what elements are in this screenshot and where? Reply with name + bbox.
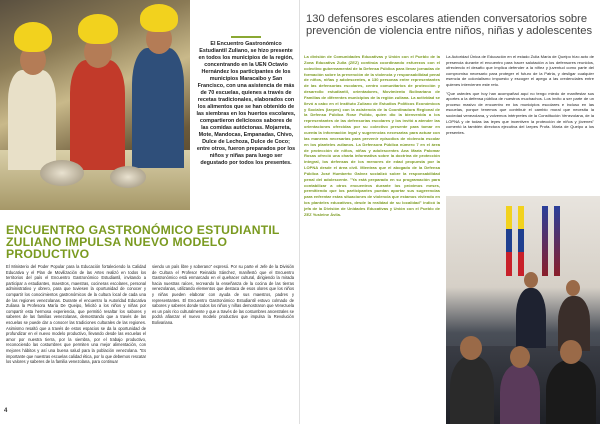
article-title: 130 defensores escolares atienden conversatorios sobre prevención de violencia entre niños, niñas y adolescentes <box>306 13 593 37</box>
article-column-1: El Ministerio del Poder Popular para la Educación fortaleciendo la Calidad Educativa y el Plan de Movilización de las Artes realizó en todos los territorios del país el Encuentro Gastronómico Estudiantil, invitando a participar a estudiantes, maestros, maestras, cocineras escolares, personal administrativo y obrero, para que tuviesen la oportunidad de conocer y compartir los conocimientos gastronómicos de la cultura local de cada una de las regiones venezolanas. Durante el encuentro la Autoridad Educativa Zuliana la Profesora María De Queipo, felicitó a los niños y niñas por compartir esta hermosa experiencia, que permitió resaltar los sabores y saberes de las familias venezolanas, demostrando que a través de las escuelas se puede dar a conocer las tradiciones culturales de las regiones. Asimismo resaltó que a través de estos espacios se da la oportunidad de profundizar en el nuevo modelo productivo, llevando desde las escuelas el amor por nuestra tierra, por la siembra, por el trabajo productivo, reconociendo las costumbres que permiten una mejor alimentación, con mejores hábitos y así una buena salud para la población venezolana. "Es importante que nuestras escuelas calidad ética, por lo que debemos rescatar los valores y saberes de la familia venezolana, para continuar <box>6 264 146 365</box>
page-number: 4 <box>4 408 8 414</box>
photo-face <box>560 340 582 364</box>
gastronomy-photo <box>0 0 190 210</box>
photo-person <box>546 360 596 424</box>
intro-text: El Encuentro Gastronómico Estudiantil Zuliano, se hizo presente en todos los municipios de la región, concentrando en la UEN Octavio Hernández los participantes de los municipios Maracaibo y San Francisco, con una asistencia de más de 70 escuelas, quienes a través de recetas tradicionales, elaborados con los alimentos que se han obtenido de las siembras en los huertos escolares, compartieron deliciosos sabores de las comidas autóctonas. Mojarreta, Mote, Mandocas, Empanadas, Chivo, Dulce de Lechoza, Dulce de Coco; entre otros, fueron preparados por los niños y niñas para luego ser degustado por todos los presentes. <box>196 36 296 167</box>
photo-flag <box>506 206 512 276</box>
article-column-2-right <box>446 54 594 138</box>
conference-photo <box>446 196 600 424</box>
paragraph: La Autoridad Única de Educación en el estado Zulia María de Queipo hizo acto de presencia durante el encuentro para hacer salutación a los defensores reunidos, ofreciendo el desafío que implica defender a la niñez y juventud como parte del compromiso necesario para proteger el futuro de la Patria, y desligar cualquier esencia de colonialismo impuesto y escoger el apego a las credenciales entre quienes intervienen este reto. <box>446 54 594 87</box>
photo-face <box>460 336 482 360</box>
article-headline: ENCUENTRO GASTRONÓMICO ESTUDIANTIL ZULIANO IMPULSA NUEVO MODELO PRODUCTIVO <box>6 223 280 261</box>
photo-dish <box>110 166 146 188</box>
photo-dish <box>40 160 84 186</box>
photo-face <box>510 346 530 368</box>
photo-flag <box>542 206 548 276</box>
photo-person <box>500 364 540 424</box>
photo-hat <box>14 22 52 52</box>
photo-person <box>8 70 56 170</box>
photo-person <box>70 60 125 170</box>
photo-person <box>132 48 184 168</box>
photo-face <box>524 272 538 288</box>
photo-flag <box>554 206 560 276</box>
photo-face <box>566 280 580 296</box>
photo-hat <box>78 14 118 44</box>
photo-person <box>450 356 494 424</box>
photo-person <box>516 288 546 348</box>
paragraph: "Que ustedes que hoy han acompañad aquí no tengo miedo de manifestar sus aportes a la defensa pública de nuestros muchachos. Los invito a ser parte de un proceso masivo de encuentro en los municipios escolares e incluso en las escuelas, porque tenemos que contribuir el cambio moral que necesita la sociedad venezolana, y volvemos intérpretes de la Constitución Venezolana, de la LOPNA y de todas las leyes que incentiven la protección de niños y jóvenes" comentó la también directora ejecutiva del Izepes Profa. María de Queipo a los presentes. <box>446 90 594 135</box>
article-column-2: siendo un país libre y soberano" expresó. Por su parte el Jefe de la División de Cultura el Profesor Reinaldo Sánchez, manifestó que el Encuentro Gastronómico está enmarcado en el quehacer cultural, dirigiendo la mirada hacia nuestras raíces, recreando la enseñanza de la cocina de las tierras venezolanas, utilizando elementos que destaca de esos olores que los niños y niñas pueden elaborar con ayuda de sus maestros, padres y representantes. El Encuentro Gastronómico Estudiantil estuvo colmado de sabores y saberes donde todos los niños y niñas demostraron que Venezuela es un país rico culturalmente y que a través de las costumbres ancestrales se podrá afianzar el nuevo modelo productivo que impulsa la Revolución Bolivariana. <box>152 264 294 325</box>
photo-flag <box>518 206 524 276</box>
article-column-1-right: La división de Comunidades Educativas y Unión con el Pueblo de la Zona Educativa Zulia (ZEZ) continúa coordinando esfuerzos con el colectivo gubernamental de la Defensa Pública para llevar jornadas de formación sobre la prevención de la violencia y responsabilidad penal de niños, niñas y adolescentes, a 130 personas entre representantes de las defensorías escolares, centro comunitarios de protección y desarrollo estudiantil, orientadores, Movimiento Bolivariano de Familias de diferentes municipios de la región zuliana. La actividad se llevó a cabo en el Instituto Zuliano de Estudios Políticos Económicos y Sociales (Izepes) con la asistencia de la Coordinadora Regional de la Defensa Pública Rose Pulido, quien dio la bienvenida a los representantes de las defensorías escolares y los invitó a atender las orientaciones ofrecidas por su colectivo presente para tomar en cuenta la información legal y sugerencias necesarias para actuar con las maneras necesarias para prevenir episodios de violencia escolar en los planteles zulianos. La Defensora Pública número 7 en el área de protección de niños, niñas y adolescentes Ana María Palomar Rosas ofreció una charla informativa sobre la doctrina de protección integral, los defensas de los menores de edad propuesta por la LOPNA desde el área civil. Mientras que el abogado de la Defensa Pública José Humberto Galvez socializó sobre la responsabilidad penal del adolescente. "Ya está preparado en su programación para contabilizar a otros encuentros durante los próximos meses, permitiendo que los participantes puedan aportar sus sugerencias para enfrentar estas situaciones de violencia que estamos viviendo en los planteles educativos, desde la realidad de su localidad" indicó la jefa de la División de Unidades Educativas y Unión con el Pueblo de ZEZ Yusleine Ávila. <box>304 54 440 217</box>
photo-hat <box>140 4 178 32</box>
